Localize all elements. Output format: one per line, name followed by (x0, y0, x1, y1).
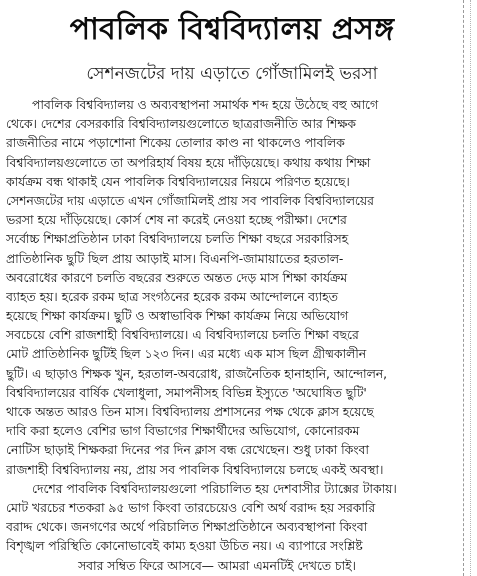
body-line: রাজনীতির নামে পড়াশোনা শিকেয় তোলার কাণ্ড না থাকলেও পাবলিক (6, 136, 345, 151)
body-line: থেকে। দেশের বেসরকারি বিশ্ববিদ্যালয়গুলোতে ছাত্ররাজনীতি আর শিক্ষক (6, 117, 356, 132)
body-line: ব্যাহত হয়। হরেক রকম ছাত্র সংগঠনের হরেক রকম আন্দোলনে ব্যাহত (6, 289, 338, 304)
body-line: বিশ্ববিদ্যালয়গুলোতে তা অপরিহার্য বিষয় হয়ে দাঁড়িয়েছে। কথায় কথায় শিক্ষা (6, 155, 371, 170)
body-line: নোটিস ছাড়াই শিক্ষকরা দিনের পর দিন ক্লাস বন্ধ রেখেছেন। শুধু ঢাকা কিংবা (6, 443, 369, 458)
body-line: সর্বোচ্চ শিক্ষাপ্রতিষ্ঠান ঢাকা বিশ্ববিদ্যালয়ে চলতি শিক্ষা বছরে সরকারিসহ (6, 232, 349, 247)
body-line: প্রাতিষ্ঠানিক ছুটি ছিল প্রায় আড়াই মাস। বিএনপি-জামায়াতের হরতাল- (6, 251, 344, 266)
body-line: বরাদ্দ থেকে। জনগণের অর্থে পরিচালিত শিক্ষাপ্রতিষ্ঠানে অব্যবস্থাপনা কিংবা (6, 520, 368, 535)
body-line: কার্যক্রম বন্ধ থাকাই যেন পাবলিক বিশ্ববিদ্যালয়ের নিয়মে পরিণত হয়েছে। (6, 174, 350, 189)
column-divider (463, 0, 464, 576)
body-line: মোট খরচের শতকরা ৯৫ ভাগ কিংবা তারচেয়েও বেশি অর্থ বরাদ্দ হয় সরকারি (6, 500, 376, 515)
body-line: দেশের পাবলিক বিশ্ববিদ্যালয়গুলো পরিচালিত হয় দেশবাসীর ট্যাক্সের টাকায়। (32, 481, 397, 496)
headline: পাবলিক বিশ্ববিদ্যালয় প্রসঙ্গ (69, 12, 395, 47)
body-line: বিশ্ববিদ্যালয়ের বার্ষিক খেলাধুলা, সমাপনীসহ বিভিন্ন ইস্যুতে 'অঘোষিত ছুটি' (6, 385, 367, 400)
body-line: সেশনজটের দায় এড়াতে এখন গোঁজামিলই প্রায় সব পাবলিক বিশ্ববিদ্যালয়ের (6, 193, 374, 208)
body-line: মোট প্রাতিষ্ঠানিক ছুটিই ছিল ১২৩ দিন। এর মধ্যে এক মাস ছিল গ্রীষ্মকালীন (6, 347, 367, 362)
column-divider-secondary (470, 0, 471, 576)
body-line: থাকে অন্তত আরও তিন মাস। বিশ্ববিদ্যালয় প্রশাসনের পক্ষ থেকে ক্লাস হয়েছে (6, 405, 374, 419)
body-line: বিশৃঙ্খল পরিস্থিতি কোনোভাবেই কাম্য হওয়া উচিত নয়। এ ব্যাপারে সংশ্লিষ্ট (6, 539, 363, 554)
body-line: দাবি করা হলেও বেশির ভাগ বিভাগের শিক্ষার্থীদের অভিযোগ, কোনোরকম (6, 424, 360, 439)
body-line: রাজশাহী বিশ্ববিদ্যালয় নয়, প্রায় সব পাবলিক বিশ্ববিদ্যালয়ে চলছে একই অবস্থা। (6, 462, 384, 477)
body-line: পাবলিক বিশ্ববিদ্যালয় ও অব্যবস্থাপনা সমার্থক শব্দ হয়ে উঠেছে বহু আগে (32, 98, 379, 112)
subheadline: সেশনজটের দায় এড়াতে গোঁজামিলই ভরসা (86, 64, 378, 84)
body-line: সবার সম্বিত ফিরে আসবে— আমরা এমনটিই দেখতে চাই। (78, 558, 356, 573)
article-body (6, 96, 458, 576)
body-line: অবরোধের কারণে চলতি বছরের শুরুতে অন্তত দেড় মাস শিক্ষা কার্যক্রম (6, 270, 348, 285)
body-line: সবচেয়ে বেশি রাজশাহী বিশ্ববিদ্যালয়ে। এ বিশ্ববিদ্যালয়ে চলতি শিক্ষা বছরে (6, 328, 359, 343)
body-line: ভরসা হয়ে দাঁড়িয়েছে। কোর্স শেষ না করেই নেওয়া হচ্ছে পরীক্ষা। দেশের (6, 213, 347, 228)
body-line: ছুটি। এ ছাড়াও শিক্ষক খুন, হরতাল-অবরোধ, রাজনৈতিক হানাহানি, আন্দোলন, (6, 366, 388, 381)
body-line: হয়েছে শিক্ষা কার্যক্রম। ছুটি ও অস্বাভাবিক শিক্ষা কার্যক্রম নিয়ে অভিযোগ (6, 309, 349, 324)
